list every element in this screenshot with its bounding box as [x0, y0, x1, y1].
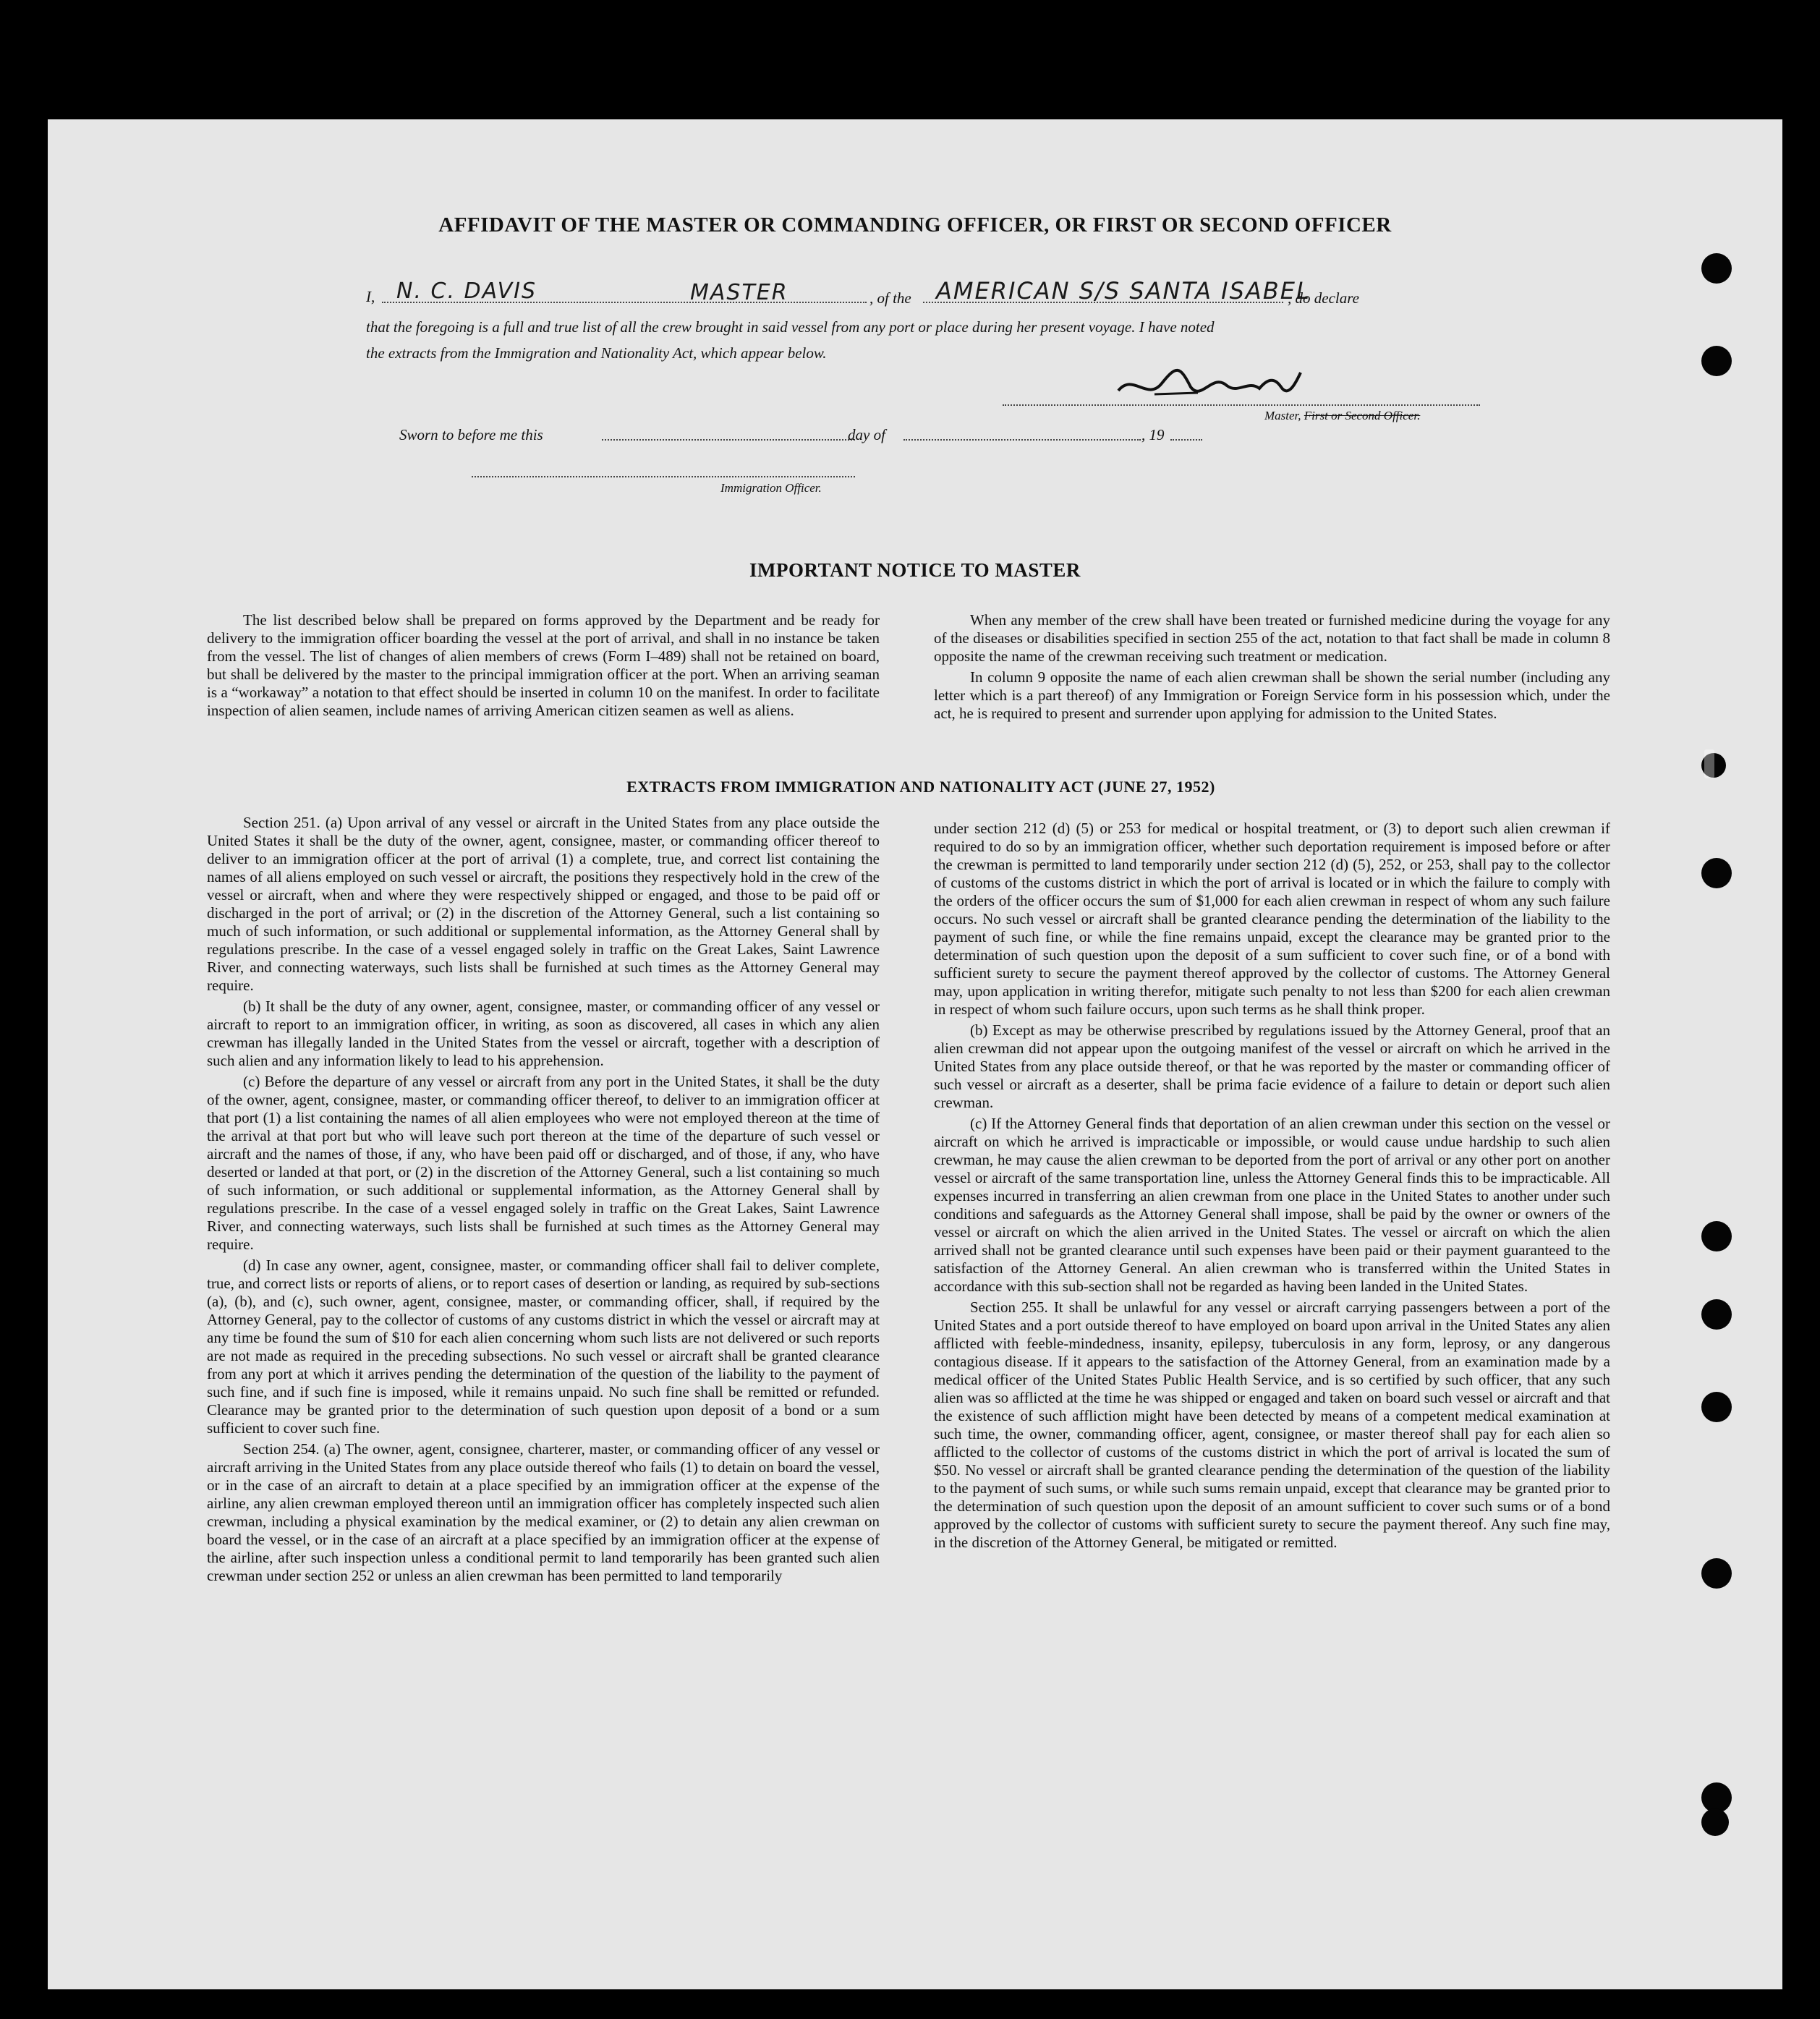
extracts-right-column: [934, 820, 1610, 1555]
vessel-name: AMERICAN S/S SANTA ISABEL: [936, 277, 1311, 305]
binder-hole: [1701, 253, 1732, 284]
binder-hole: [1701, 1392, 1732, 1422]
notice-title: IMPORTANT NOTICE TO MASTER: [749, 559, 1081, 581]
section-251-b: (b) It shall be the duty of any owner, agent, consignee, master, or commanding officer of any vessel or aircraft to report to an immigration officer, in writing, as soon as discovered, all cases in which any alien crewman has illegally landed in the United States from the vessel or aircraft, together with a description of such alien and any information likely to lead to his apprehension.: [207, 998, 880, 1069]
sworn-label: Sworn to before me this: [399, 426, 543, 443]
extracts-title: EXTRACTS FROM IMMIGRATION AND NATIONALITY ACT (JUNE 27, 1952): [626, 778, 1215, 796]
month-rule: [903, 439, 1141, 441]
binder-hole: [1701, 1221, 1732, 1251]
master-name: N. C. DAVIS: [396, 279, 537, 304]
section-254-a-continued: under section 212 (d) (5) or 253 for medical or hospital treatment, or (3) to deport such alien crewman if required to do so by an immigration officer, whether such deportation requirement is imposed before or after the crewman is permitted to land temporarily under section 212 (d) (5), 252, or 253, shall pay to the collector of customs of the customs district in which the port of arrival is located or in which the failure to comply with the orders of the officer occurs the sum of $1,000 for each alien crewman in respect of whom any such failure occurs. No such vessel or aircraft shall be granted clearance pending the determination of the liability to the payment of such fine, or while the fine remains unpaid, except the clearance may be granted prior to the determination of such question upon the deposit of a sum sufficient to cover such fine, or of a bond with sufficient surety to secure the payment thereof approved by the collector of customs. The Attorney General may, upon application in writing therefor, mitigate such penalty to not less than $200 for each alien crewman in respect of whom such failure occurs, upon such terms as he shall think proper.: [934, 820, 1610, 1018]
notice-left-column: [207, 611, 880, 723]
document-page: [48, 119, 1782, 1989]
day-of-label: day of: [848, 426, 885, 443]
section-251-c: (c) Before the departure of any vessel or aircraft from any port in the United States, it shall be the duty of the owner, agent, consignee, master, or commanding officer thereof, to deliver to an immigration officer at that port (1) a list containing the names of all alien employees who were not employed thereon at the time of the arrival at that port but who will leave such port thereon at the time of the departure of such vessel or aircraft and the names of those, if any, who have been paid off or discharged, and of those, if any, who have deserted or landed at that port, or (2) in the discretion of the Attorney General, such a list containing so much of such information, or such additional or supplemental information, as the Attorney General shall by regulations prescribe. In the case of a vessel engaged solely in traffic on the Great Lakes, Saint Lawrence River, and connecting waterways, such lists shall be furnished at such times as the Attorney General may require.: [207, 1073, 880, 1253]
officer-rule: [472, 476, 855, 477]
section-254-a: Section 254. (a) The owner, agent, consignee, charterer, master, or commanding officer of any vessel or aircraft arriving in the United States from any place outside thereof who fails (1) to detain on board the vessel, or in the case of an aircraft to detain at a place specified by an immigration officer at the expense of the airline, any alien crewman employed thereon until an immigration officer has completely inspected such alien crewman, including a physical examination by the medical examiner, or (2) to detain any alien crewman on board the vessel, or in the case of an aircraft at a place specified by an immigration officer at the expense of the airline, after such inspection unless a conditional permit to land temporarily has been granted such alien crewman under section 252 or unless an alien crewman has been permitted to land temporarily: [207, 1440, 880, 1584]
binder-hole: [1701, 1299, 1732, 1330]
signer-title: [1264, 409, 1420, 423]
section-254-c: (c) If the Attorney General finds that deportation of an alien crewman under this section on the vessel or aircraft on which he arrived is impracticable or impossible, or would cause undue hardship to such alien crewman, he may cause the alien crewman to be deported from the port of arrival or any other port on another vessel or aircraft of the same transportation line, unless the Attorney General finds this to be impracticable. All expenses incurred in transferring an alien crewman from one place in the United States to another under such conditions and safeguards as the Attorney General shall impose, shall be paid by the owner or owners of the vessel or aircraft on which the alien arrived in the United States. The vessel or aircraft on which the alien arrived shall not be granted clearance until such expenses have been paid or their payment guaranteed to the satisfaction of the Attorney General. An alien crewman who is transferred within the United States in accordance with this sub-section shall not be regarded as having been landed in the United States.: [934, 1115, 1610, 1295]
year-rule: [1170, 439, 1202, 441]
year-label: , 19: [1141, 426, 1165, 443]
notice-right-text-1: When any member of the crew shall have been treated or furnished medicine during the voyage for any of the diseases or disabilities specified in section 255 of the act, notation to that fact shall be made in column 8 opposite the name of the crewman receiving such treatment or medication.: [934, 611, 1610, 665]
affidavit-title: AFFIDAVIT OF THE MASTER OR COMMANDING OFFICER, OR FIRST OR SECOND OFFICER: [438, 213, 1392, 237]
declaration-line-2: that the foregoing is a full and true list of all the crew brought in said vessel from any port or place during her present voyage. I have noted: [366, 318, 1215, 336]
declaration-prefix: I,: [366, 288, 375, 305]
declaration-line-3: the extracts from the Immigration and Nationality Act, which appear below.: [366, 344, 827, 362]
sworn-rule: [602, 439, 855, 441]
binder-hole: [1704, 749, 1714, 778]
section-255: Section 255. It shall be unlawful for any vessel or aircraft carrying passengers between a port of the United States and a port outside thereof to have employed on board upon arrival in the United States any alien afflicted with feeble-mindedness, insanity, epilepsy, tuberculosis in any form, leprosy, or any dangerous contagious disease. If it appears to the satisfaction of the Attorney General, from an examination made by a medical officer of the United States Public Health Service, and is so certified by such officer, that any such alien was so afflicted at the time he was shipped or engaged and taken on board such vessel or aircraft and that the existence of such affliction might have been detected by means of a competent medical examination at such time, the owner, commanding officer, agent, consignee, or master thereof shall pay for each alien so afflicted to the collector of customs of the customs district in which the port of arrival is located the sum of $50. No vessel or aircraft shall be granted clearance pending the determination of the question of the liability to the payment of such sums, or while such sums remain unpaid, except that clearance may be granted prior to the determination of such question upon the deposit of an amount sufficient to cover such sums or of a bond approved by the collector of customs with sufficient surety to secure the payment thereof. Any such fine may, in the discretion of the Attorney General, be mitigated or remitted.: [934, 1298, 1610, 1551]
signer-title-struck: First or Second Officer.: [1304, 409, 1421, 422]
section-251-a: Section 251. (a) Upon arrival of any vessel or aircraft in the United States from any place outside the United States it shall be the duty of the owner, agent, consignee, master, or commanding officer thereof to deliver to an immigration officer at the port of arrival (1) a complete, true, and correct list containing the names of all aliens employed on such vessel or aircraft, the positions they respectively hold in the crew of the vessel or aircraft, when and where they were respectively shipped or engaged, and those to be paid off or discharged in the port of arrival; or (2) in the discretion of the Attorney General, such a list containing so much of such information, or such additional or supplemental information, as the Attorney General shall by regulations prescribe. In the case of a vessel engaged solely in traffic on the Great Lakes, Saint Lawrence River, and connecting waterways, such lists shall be furnished at such times as the Attorney General may require.: [207, 814, 880, 994]
of-the-label: , of the: [869, 289, 911, 307]
binder-hole: [1701, 1808, 1729, 1836]
extracts-left-column: [207, 814, 880, 1588]
binder-hole: [1701, 346, 1732, 376]
rank-rule: [485, 302, 867, 303]
section-251-d: (d) In case any owner, agent, consignee, master, or commanding officer shall fail to deliver complete, true, and correct lists or reports of aliens, or to report cases of desertion or landing, as required by sub-sections (a), (b), and (c), such owner, agent, consignee, master, or commanding officer, shall, if required by the Attorney General, pay to the collector of customs of any customs district in which the vessel or aircraft may at any time be found the sum of $10 for each alien concerning whom such lists are not delivered or such reports are not made as required in the preceding subsections. No such vessel or aircraft shall be granted clearance from any port at which it arrives pending the determination of the question of the liability to the payment of such fine, and if such fine is imposed, while it remains unpaid. No such fine shall be remitted or refunded. Clearance may be granted prior to the determination of such question upon deposit of a bond or a sum sufficient to cover such fine.: [207, 1257, 880, 1437]
do-declare-label: , do declare: [1288, 289, 1359, 307]
notice-left-text: The list described below shall be prepared on forms approved by the Department and be ready for delivery to the immigration officer boarding the vessel at the port of arrival, and shall in no instance be taken from the vessel. The list of changes of alien members of crews (Form I–489) shall not be retained on board, but shall be delivered by the master to the principal immigration officer at the port. When an arriving seaman is a “workaway” a notation to that effect should be inserted in column 10 on the manifest. In order to facilitate inspection of alien seamen, include names of arriving American citizen seamen as well as aliens.: [207, 611, 880, 719]
notice-right-column: [934, 611, 1610, 726]
immigration-officer-label: Immigration Officer.: [720, 481, 822, 495]
section-254-b: (b) Except as may be otherwise prescribed by regulations issued by the Attorney General, proof that an alien crewman did not appear upon the outgoing manifest of the vessel or aircraft on which he arrived in the United States from any place outside thereof, or that he was reported by the master or commanding officer of such vessel or aircraft as a deserter, shall be prima facie evidence of a failure to detain or deport such alien crewman.: [934, 1021, 1610, 1111]
signer-title-master: Master,: [1264, 409, 1301, 422]
binder-hole: [1701, 858, 1732, 888]
master-rank: MASTER: [690, 280, 788, 305]
binder-hole: [1701, 1558, 1732, 1589]
master-signature: [1111, 358, 1343, 409]
signature-rule: [1003, 404, 1480, 406]
notice-right-text-2: In column 9 opposite the name of each alien crewman shall be shown the serial number (including any letter which is a part thereof) of any Immigration or Foreign Service form in his possession which, under the act, he is required to present and surrender upon applying for admission to the United States.: [934, 668, 1610, 722]
